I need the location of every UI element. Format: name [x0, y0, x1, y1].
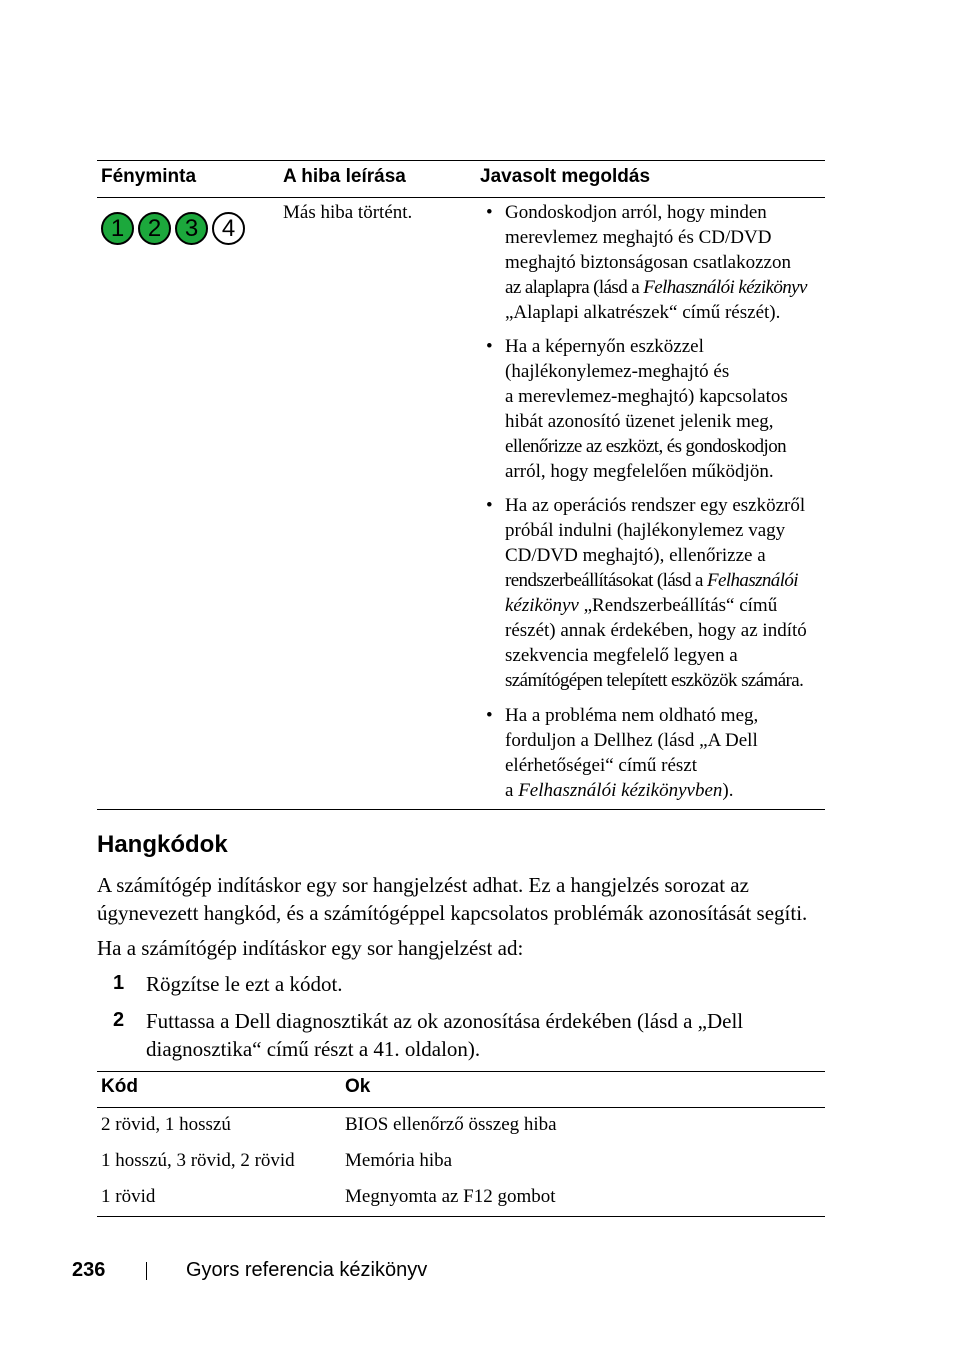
step-number: 2	[113, 1009, 125, 1031]
solution-line: szekvencia megfelelő legyen a	[505, 645, 738, 666]
header-error-description: A hiba leírása	[283, 166, 406, 187]
solution-line: meghajtó biztonságosan csatlakozzon	[505, 252, 791, 273]
solution-line: Gondoskodjon arról, hogy minden	[505, 202, 767, 223]
table-cell-code: 1 hosszú, 3 rövid, 2 rövid	[101, 1150, 295, 1171]
solution-line: (hajlékonylemez-meghajtó és	[505, 361, 730, 382]
header-cause: Ok	[345, 1076, 371, 1097]
solution-line: Ha a képernyőn eszközzel	[505, 336, 704, 357]
header-recommended-solution: Javasolt megoldás	[480, 166, 651, 187]
header-light-pattern: Fényminta	[101, 166, 197, 187]
solution-line: hibát azonosító üzenet jelenik meg,	[505, 411, 774, 432]
table-cell-cause: Megnyomta az F12 gombot	[345, 1186, 556, 1207]
solution-line: arról, hogy megfelelően működjön.	[505, 461, 774, 482]
solution-line: a merevlemez-meghajtó) kapcsolatos	[505, 386, 788, 407]
table-cell-cause: Memória hiba	[345, 1150, 453, 1171]
error-description: Más hiba történt.	[283, 202, 413, 223]
solution-line: a Felhasználói kézikönyvben).	[505, 780, 734, 801]
paragraph-line: A számítógép indításkor egy sor hangjelzést adhat. Ez a hangjelzés sorozat az	[97, 873, 749, 897]
step-line: diagnosztika“ című részt a 41. oldalon).	[146, 1037, 481, 1061]
bullet-icon: •	[486, 495, 493, 516]
solution-line: kézikönyv „Rendszerbeállítás“ című	[505, 595, 778, 616]
section-heading: Hangkódok	[97, 831, 228, 858]
step-number: 1	[113, 972, 125, 994]
intro-paragraph	[97, 871, 837, 927]
diagnostic-light-1: 1	[101, 212, 134, 245]
bullet-icon: •	[486, 202, 493, 223]
solution-line: az alaplapra (lásd a Felhasználói kézikönyv	[505, 277, 807, 298]
page-number: 236	[72, 1259, 106, 1281]
footer-title: Gyors referencia kézikönyv	[186, 1259, 428, 1281]
step-line: Futtassa a Dell diagnosztikát az ok azonosítása érdekében (lásd a „Dell	[146, 1009, 744, 1033]
solution-line: számítógépen telepített eszközök számára.	[505, 670, 804, 691]
solution-line: rendszerbeállításokat (lásd a Felhasználói	[505, 570, 798, 591]
beep-table-header-rule	[97, 1107, 825, 1108]
step-text	[146, 1007, 836, 1063]
solution-line: CD/DVD meghajtó), ellenőrizze a	[505, 545, 766, 566]
diagnostic-light-4: 4	[212, 212, 245, 245]
solution-line: „Alaplapi alkatrészek“ című részét).	[505, 302, 781, 323]
table-cell-code: 2 rövid, 1 hosszú	[101, 1114, 231, 1135]
diagnostic-light-2: 2	[138, 212, 171, 245]
table-cell-code: 1 rövid	[101, 1186, 156, 1207]
solution-line: elérhetőségei“ című részt	[505, 755, 698, 776]
table-top-rule	[97, 160, 825, 161]
paragraph-line: úgynevezett hangkód, és a számítógéppel kapcsolatos problémák azonosítását segíti.	[97, 901, 808, 925]
table-header-rule	[97, 197, 825, 198]
beep-table-bottom-rule	[97, 1216, 825, 1217]
solution-line: Ha a probléma nem oldható meg,	[505, 705, 759, 726]
bullet-icon: •	[486, 705, 493, 726]
solution-line: részét) annak érdekében, hogy az indító	[505, 620, 807, 641]
footer-divider	[146, 1262, 147, 1280]
table-cell-cause: BIOS ellenőrző összeg hiba	[345, 1114, 557, 1135]
bullet-icon: •	[486, 336, 493, 357]
beep-table-top-rule	[97, 1071, 825, 1072]
diagnostic-light-3: 3	[175, 212, 208, 245]
solution-line: merevlemez meghajtó és CD/DVD	[505, 227, 772, 248]
solution-line: Ha az operációs rendszer egy eszközről	[505, 495, 806, 516]
table-bottom-rule	[97, 809, 825, 810]
header-code: Kód	[101, 1076, 138, 1097]
solution-line: ellenőrizze az eszközt, és gondoskodjon	[505, 436, 787, 457]
solution-line: próbál indulni (hajlékonylemez vagy	[505, 520, 786, 541]
diagnostic-lights	[101, 212, 245, 245]
step-line: Rögzítse le ezt a kódot.	[146, 972, 343, 996]
step-text	[146, 970, 836, 998]
lead-paragraph: Ha a számítógép indításkor egy sor hangjelzést ad:	[97, 936, 524, 960]
solution-line: forduljon a Dellhez (lásd „A Dell	[505, 730, 758, 751]
